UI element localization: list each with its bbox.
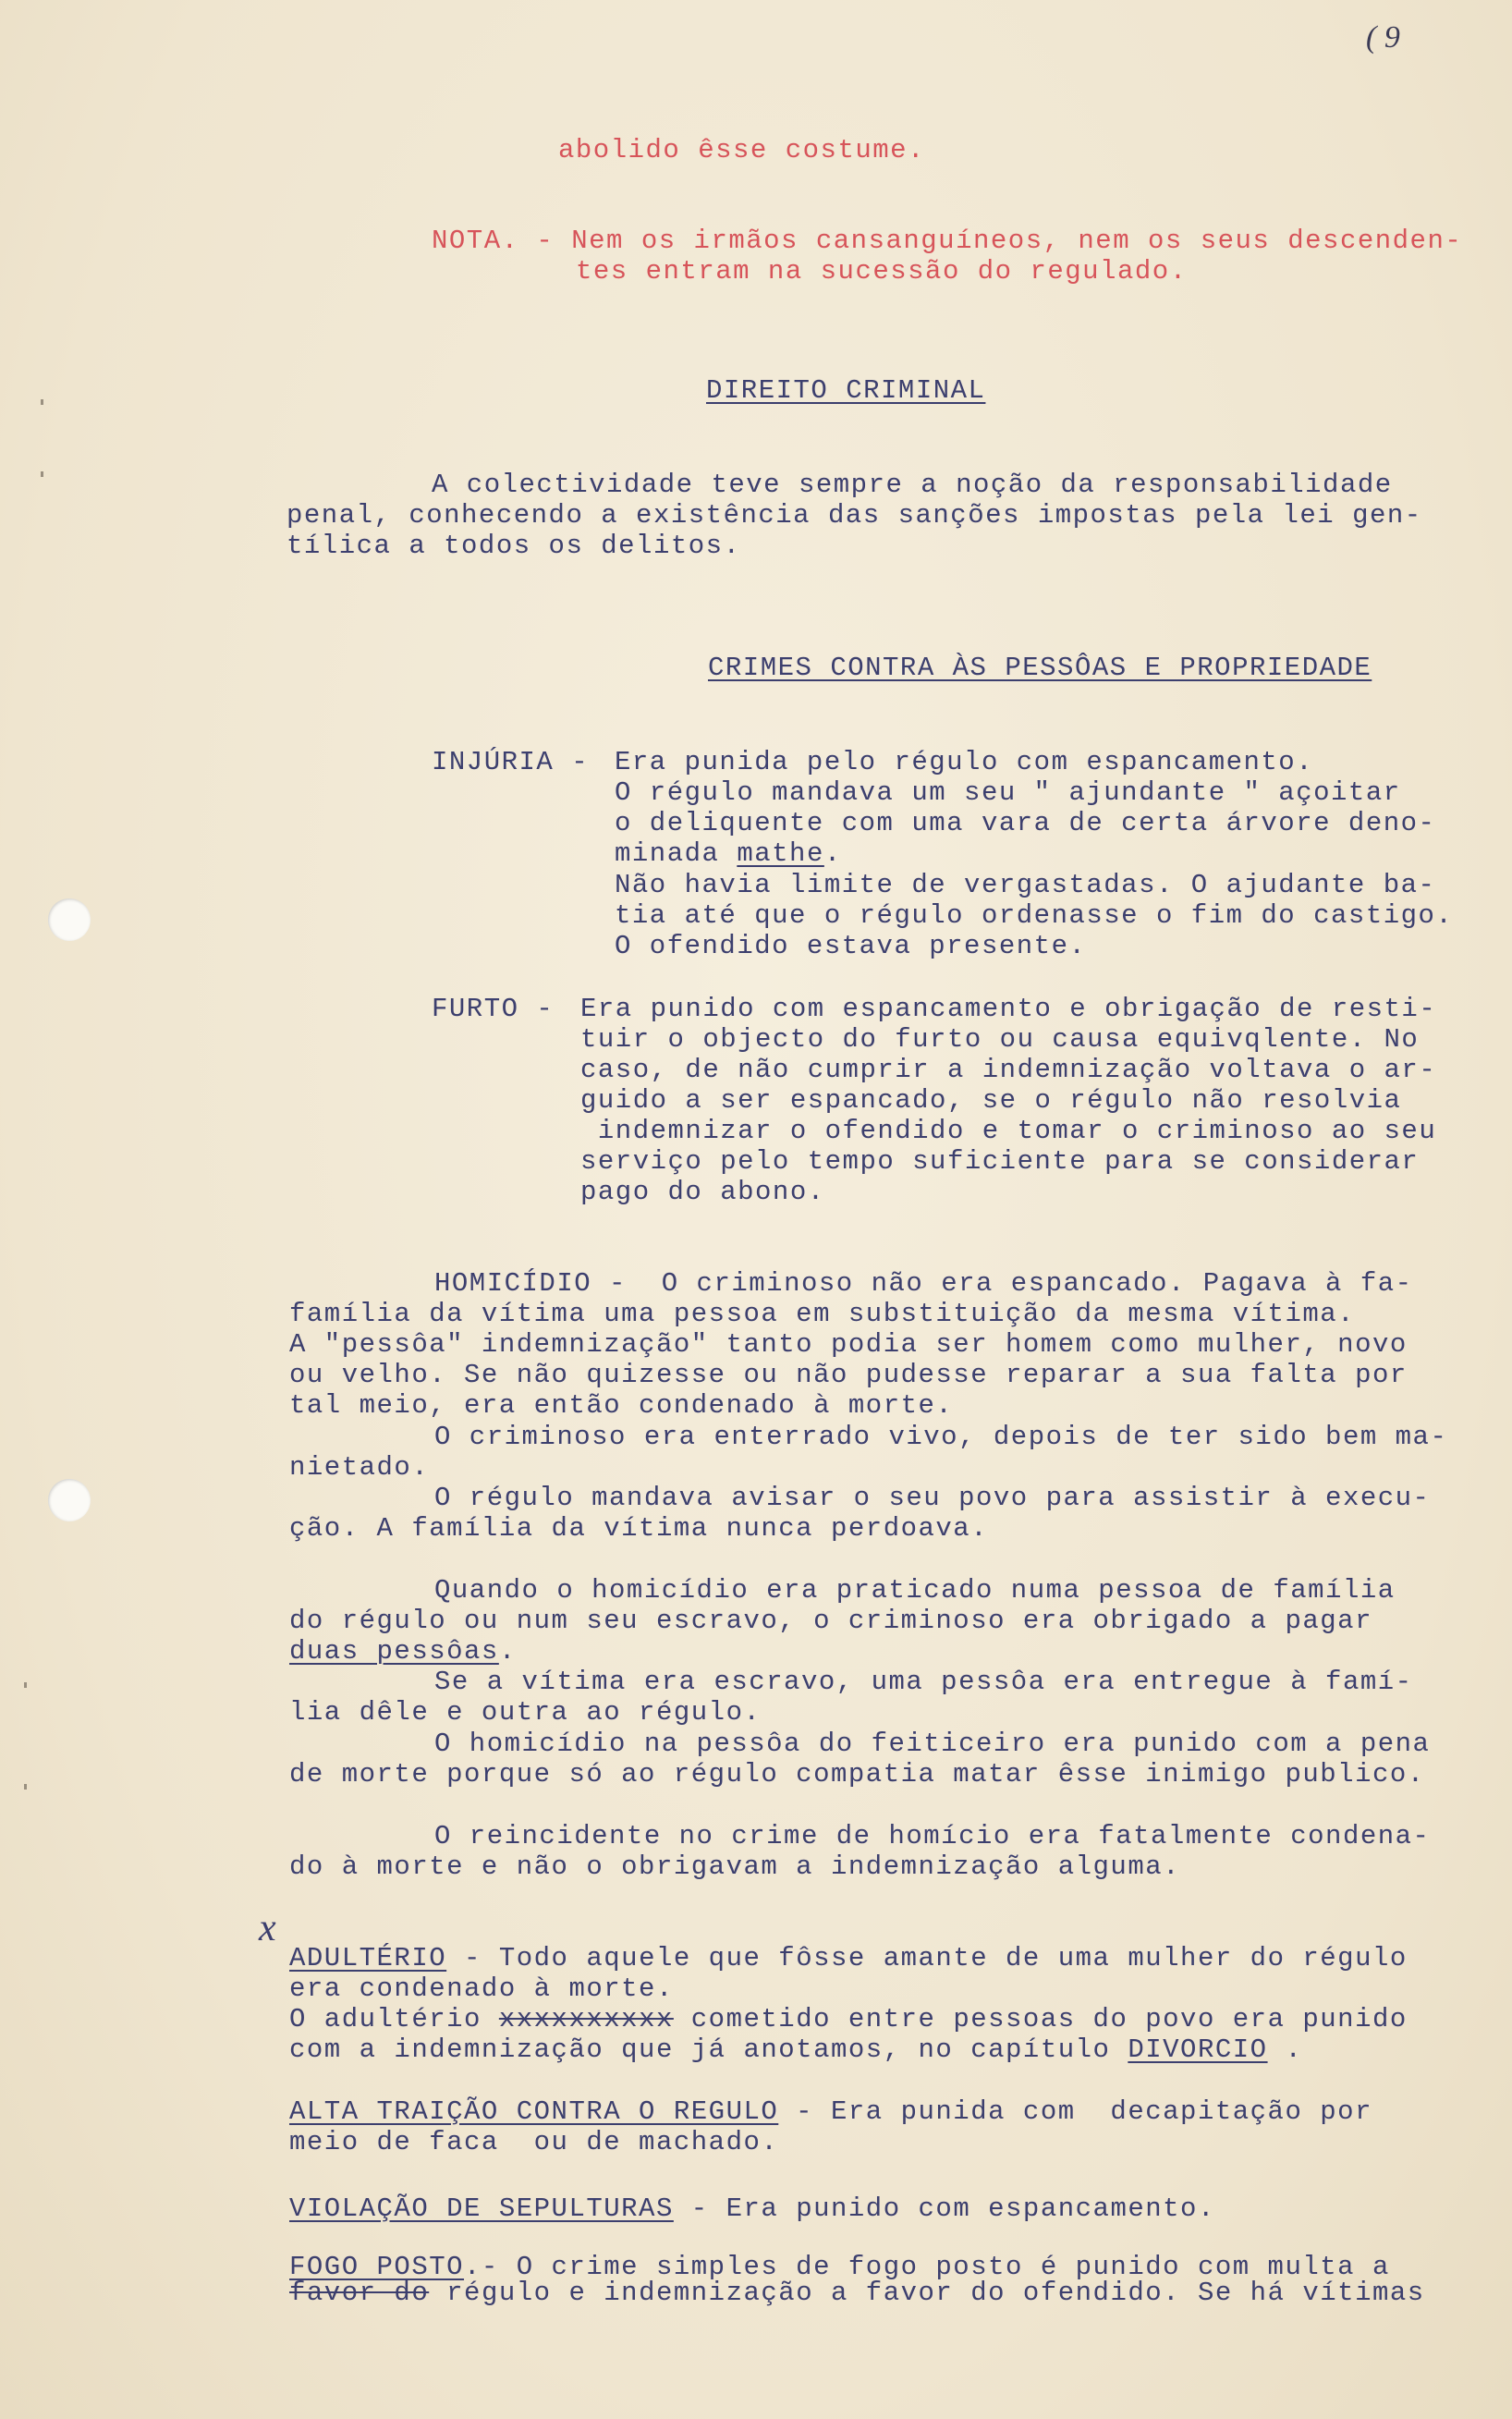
intro-line-1: A colectividade teve sempre a noção da responsabilidade xyxy=(432,470,1393,500)
furto-line-2: tuir o objecto do furto ou causa equivqlente. No xyxy=(580,1024,1420,1055)
term-duas-pessoas: duas pessôas xyxy=(289,1636,499,1667)
injuria-line-1: Era punida pelo régulo com espancamento. xyxy=(615,747,1314,777)
furto-label xyxy=(432,994,554,1024)
fogo-posto-line-2-rest: régulo e indemnização a favor do ofendido. Se há vítimas xyxy=(429,2278,1425,2308)
familia-line-4: Se a vítima era escravo, uma pessôa era entregue à famí- xyxy=(434,1667,1413,1697)
divorcio-reference: DIVORCIO xyxy=(1128,2034,1268,2065)
homicidio-line-8: O régulo mandava avisar o seu povo para assistir à execu- xyxy=(434,1483,1431,1513)
punch-hole-top xyxy=(48,898,91,941)
furto-line-4: guido a ser espancado, se o régulo não resolvia xyxy=(580,1085,1402,1116)
fogo-posto-line-2 xyxy=(289,2278,1425,2308)
familia-line-6: O homicídio na pessôa do feiticeiro era punido com a pena xyxy=(434,1729,1431,1759)
adulterio-line-1-rest: - Todo aquele que fôsse amante de uma mulher do régulo xyxy=(446,1943,1408,1973)
injuria-line-2: O régulo mandava um seu " ajundante " açoitar xyxy=(615,777,1401,808)
margin-x-mark: x xyxy=(259,1907,276,1949)
fogo-posto-term: FOGO POSTO xyxy=(289,2252,465,2282)
furto-line-6: serviço pelo tempo suficiente para se considerar xyxy=(580,1146,1420,1177)
violacao-term: VIOLAÇÃO DE SEPULTURAS xyxy=(289,2193,674,2224)
adulterio-line-4-a: com a indemnização que já anotamos, no capítulo xyxy=(289,2034,1128,2065)
injuria-line-4 xyxy=(615,838,842,869)
heading-direito-criminal: DIREITO CRIMINAL xyxy=(706,375,986,406)
injuria-line-5: Não havia limite de vergastadas. O ajudante ba- xyxy=(615,870,1436,900)
homicidio-line-2: família da vítima uma pessoa em substituição da mesma vítima. xyxy=(289,1299,1356,1329)
homicidio-line-4: ou velho. Se não quizesse ou não pudesse reparar a sua falta por xyxy=(289,1360,1408,1390)
furto-line-7: pago do abono. xyxy=(580,1177,825,1207)
violacao-line xyxy=(289,2193,1215,2224)
injuria-term: INJÚRIA xyxy=(432,747,555,777)
continued-line: abolido êsse costume. xyxy=(558,135,925,165)
familia-line-1: Quando o homicídio era praticado numa pessoa de família xyxy=(434,1575,1396,1606)
injuria-line-4-text: minada xyxy=(615,838,738,869)
homicidio-line-3: A "pessôa" indemnização" tanto podia ser homem como mulher, novo xyxy=(289,1329,1408,1360)
violacao-rest: - Era punido com espancamento. xyxy=(673,2193,1215,2224)
punch-hole-bottom xyxy=(48,1479,91,1521)
page-number: ( 9 xyxy=(1366,20,1400,55)
margin-tick xyxy=(41,399,43,405)
familia-line-5: lia dêle e outra ao régulo. xyxy=(289,1697,762,1728)
intro-line-2: penal, conhecendo a existência das sanções impostas pela lei gen- xyxy=(287,500,1422,531)
reincidente-line-1: O reincidente no crime de homício era fatalmente condena- xyxy=(434,1821,1431,1851)
alta-traicao-line-1-rest: - Era punida com decapitação por xyxy=(778,2096,1372,2127)
adulterio-line-3-b: cometido entre pessoas do povo era punido xyxy=(673,2004,1408,2034)
furto-line-3: caso, de não cumprir a indemnização voltava o ar- xyxy=(580,1055,1437,1085)
injuria-line-4-period: . xyxy=(823,838,842,869)
homicidio-line-7: nietado. xyxy=(289,1452,430,1483)
alta-traicao-line-1 xyxy=(289,2096,1372,2127)
adulterio-term: ADULTÉRIO xyxy=(289,1943,447,1973)
alta-traicao-term: ALTA TRAIÇÃO CONTRA O REGULO xyxy=(289,2096,779,2127)
injuria-line-6: tia até que o régulo ordenasse o fim do castigo. xyxy=(615,900,1454,931)
injuria-label xyxy=(432,747,589,777)
margin-tick xyxy=(41,471,43,477)
adulterio-line-4 xyxy=(289,2034,1302,2065)
struck-text: xxxxxxxxxx xyxy=(498,2004,674,2034)
homicidio-line-9: ção. A família da vítima nunca perdoava. xyxy=(289,1513,989,1544)
familia-line-3 xyxy=(289,1636,517,1667)
adulterio-line-3-a: O adultério xyxy=(289,2004,499,2034)
furto-line-5: indemnizar o ofendido e tomar o criminoso ao seu xyxy=(580,1116,1437,1146)
nota-line-2: tes entram na sucessão do regulado. xyxy=(576,256,1188,287)
injuria-dash: - xyxy=(571,747,590,777)
homicidio-line-6: O criminoso era enterrado vivo, depois de ter sido bem ma- xyxy=(434,1422,1448,1452)
homicidio-line-1-rest: - O criminoso não era espancado. Pagava à fa- xyxy=(591,1268,1413,1299)
fogo-posto-line-1-rest: .- O crime simples de fogo posto é punido com multa a xyxy=(464,2252,1390,2282)
struck-text: favor do xyxy=(289,2278,430,2308)
furto-term: FURTO xyxy=(432,994,519,1024)
heading-crimes: CRIMES CONTRA ÀS PESSÔAS E PROPRIEDADE xyxy=(708,653,1372,683)
adulterio-line-3 xyxy=(289,2004,1408,2034)
injuria-line-7: O ofendido estava presente. xyxy=(615,931,1087,961)
furto-dash: - xyxy=(536,994,555,1024)
nota-line-1: NOTA. - Nem os irmãos cansanguíneos, nem os seus descenden- xyxy=(432,226,1463,256)
reincidente-line-2: do à morte e não o obrigavam a indemnização alguma. xyxy=(289,1851,1181,1882)
adulterio-line-4-b: . xyxy=(1267,2034,1303,2065)
familia-line-2: do régulo ou num seu escravo, o criminoso era obrigado a pagar xyxy=(289,1606,1372,1636)
term-mathe: mathe xyxy=(737,838,824,869)
homicidio-term: HOMICÍDIO xyxy=(434,1268,592,1299)
adulterio-line-1 xyxy=(289,1943,1408,1973)
margin-tick xyxy=(24,1784,27,1790)
intro-line-3: tílica a todos os delitos. xyxy=(287,531,741,561)
alta-traicao-line-2: meio de faca ou de machado. xyxy=(289,2127,779,2157)
margin-tick xyxy=(24,1682,27,1688)
adulterio-line-2: era condenado à morte. xyxy=(289,1973,674,2004)
homicidio-line-1 xyxy=(434,1268,1413,1299)
familia-line-3-period: . xyxy=(498,1636,517,1667)
furto-line-1: Era punido com espancamento e obrigação de resti- xyxy=(580,994,1437,1024)
homicidio-line-5: tal meio, era então condenado à morte. xyxy=(289,1390,954,1421)
injuria-line-3: o deliquente com uma vara de certa árvore deno- xyxy=(615,808,1436,838)
familia-line-7: de morte porque só ao régulo compatia matar êsse inimigo publico. xyxy=(289,1759,1425,1790)
